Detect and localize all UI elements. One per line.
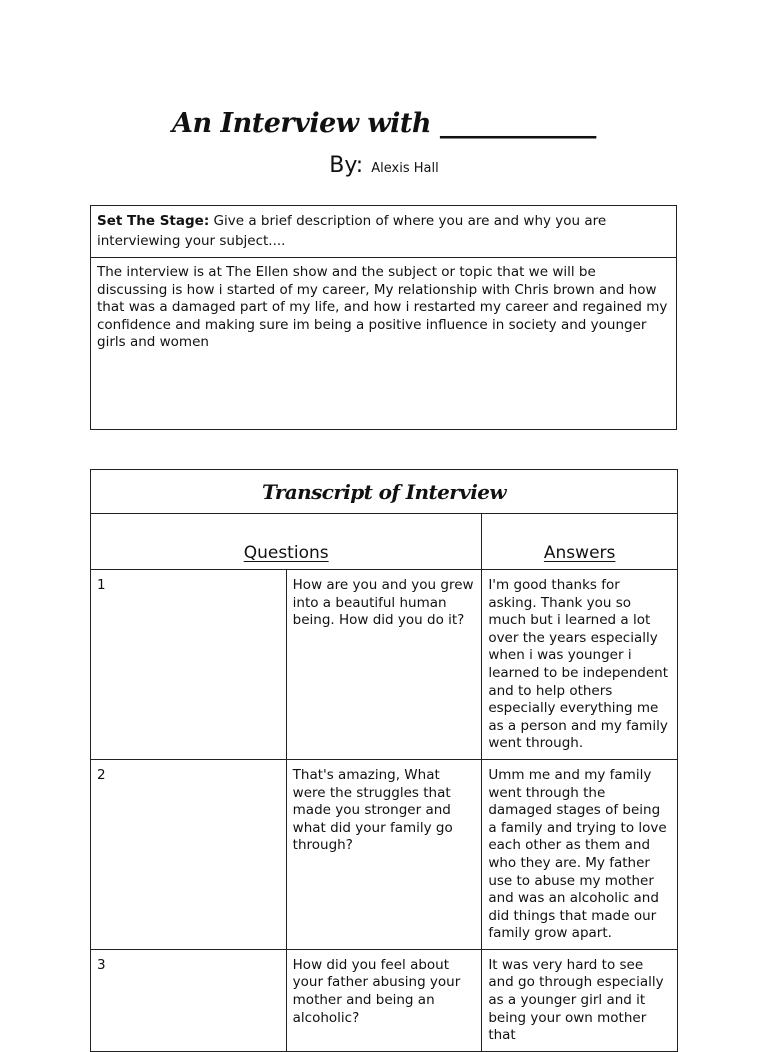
row-number: 3 bbox=[91, 949, 287, 1051]
answer-cell: It was very hard to see and go through especially as a younger girl and it being your own mother that bbox=[482, 949, 678, 1051]
transcript-table bbox=[90, 469, 678, 1052]
table-row bbox=[91, 759, 678, 949]
stage-answer: The interview is at The Ellen show and the subject or topic that we will be discussing is how i started of my career, My relationship with Chris brown and how that was a damaged part of my life, and how i restarted my career and regained my confidence and making sure im being a positive influence in society and younger girls and women bbox=[97, 264, 668, 351]
author-name: Alexis Hall bbox=[371, 161, 439, 176]
answer-cell: I'm good thanks for asking. Thank you so much but i learned a lot over the years especially when i was younger i learned to be independent and to help others especially everything me as a person and my family went through. bbox=[482, 570, 678, 760]
table-row bbox=[91, 949, 678, 1051]
table-row bbox=[91, 570, 678, 760]
stage-prompt bbox=[91, 206, 676, 258]
answer-cell: Umm me and my family went through the damaged stages of being a family and trying to love each other as them and who they are. My father use to abuse my mother and was an alcoholic and did things that made our family grow apart. bbox=[482, 759, 678, 949]
row-number: 1 bbox=[91, 570, 287, 760]
question-cell: How are you and you grew into a beautiful human being. How did you do it? bbox=[286, 570, 482, 760]
questions-column-header bbox=[91, 514, 482, 570]
answers-column-header bbox=[482, 514, 678, 570]
question-cell: How did you feel about your father abusing your mother and being an alcoholic? bbox=[286, 949, 482, 1051]
stage-prompt-text: Give a brief description of where you are and why you are interviewing your subject.... bbox=[97, 213, 607, 249]
transcript-heading: Transcript of Interview bbox=[91, 470, 678, 514]
questions-header-text: Questions bbox=[243, 543, 329, 563]
document-title: An Interview with ____________ bbox=[172, 108, 596, 139]
byline-label: By: bbox=[329, 153, 364, 178]
answers-header-text: Answers bbox=[543, 543, 616, 563]
set-the-stage-box bbox=[90, 205, 677, 430]
byline bbox=[0, 153, 768, 178]
question-cell: That's amazing, What were the struggles that made you stronger and what did your family go through? bbox=[286, 759, 482, 949]
stage-label: Set The Stage: bbox=[97, 213, 210, 229]
row-number: 2 bbox=[91, 759, 287, 949]
